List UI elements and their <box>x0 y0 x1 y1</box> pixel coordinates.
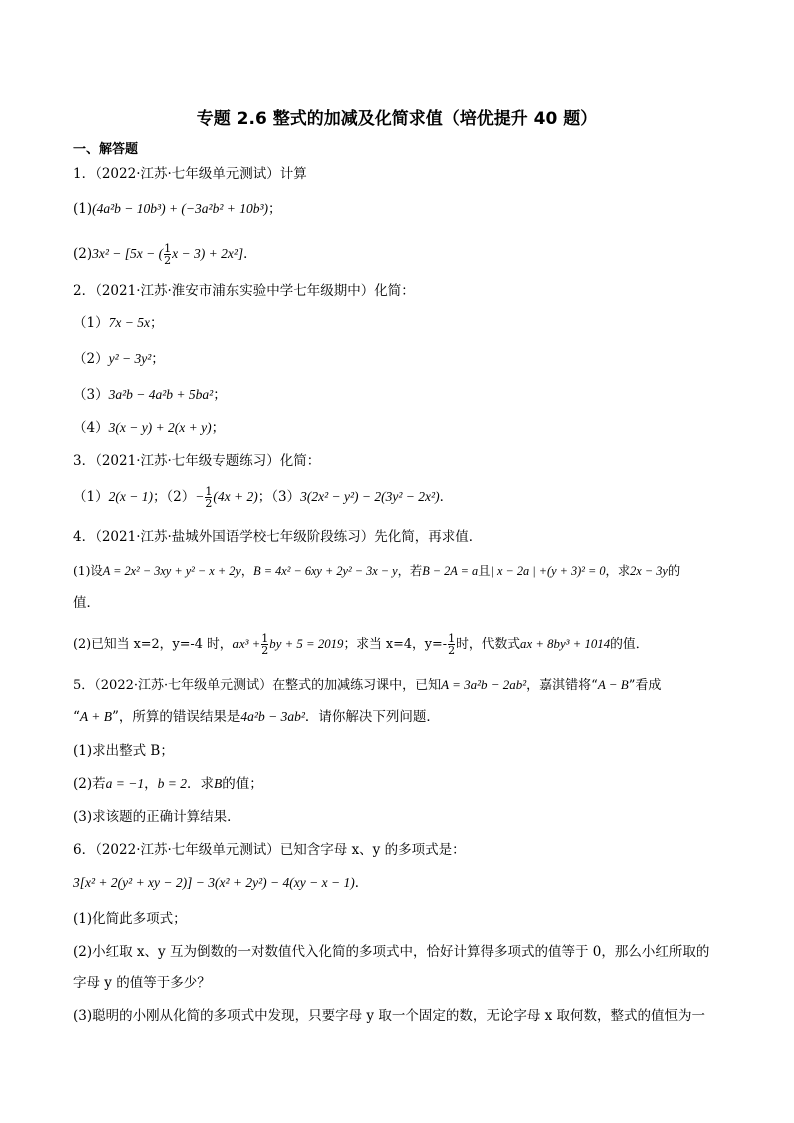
fraction-numerator: 1 <box>448 632 456 645</box>
text-run: ， <box>144 776 158 792</box>
fraction-numerator: 1 <box>261 632 269 645</box>
text-run: 5．（2022·江苏·七年级单元测试）在整式的加减练习课中，已知 <box>73 678 442 693</box>
math-expression: 7x − 5x <box>108 315 150 330</box>
part-label: （1） <box>73 315 109 331</box>
question-4-part-1-continued: 值． <box>73 595 100 611</box>
text-run: 的 <box>667 564 681 578</box>
text-run: ， <box>240 564 254 578</box>
punctuation: ； <box>268 201 282 217</box>
part-label: （1） <box>73 489 109 505</box>
question-2-item-1 <box>73 313 734 333</box>
text-run: ，嘉淇错将“ <box>526 678 598 693</box>
math-expression: 2(x − 1) <box>108 489 153 504</box>
math-expression: a = −1 <box>105 776 145 791</box>
question-4-part-2 <box>73 633 734 656</box>
math-expression: 3(x − y) + 2(x + y) <box>108 420 212 435</box>
math-expression: by + 5 = 2019 <box>269 637 344 651</box>
question-6-sub-2-line-1: (2)小红取 x、y 互为倒数的一对数值代入化简的多项式中，恰好计算得多项式的值等于 0，那么小红所取的 <box>73 944 710 960</box>
question-5-line-2 <box>73 707 734 727</box>
question-6-sub-3: (3)聪明的小刚从化简的多项式中发现，只要字母 y 取一个固定的数，无论字母 x 取何数，整式的值恒为一 <box>73 1008 706 1024</box>
text-run: (1)设 <box>73 564 103 578</box>
text-run: ．请你解决下列问题． <box>304 709 440 725</box>
math-expression: ax³ + <box>232 637 261 651</box>
separator-text: ；（2） <box>152 489 196 505</box>
text-run: (2)若 <box>73 776 106 792</box>
math-expression: A = 2x² − 3xy + y² − x + 2y <box>102 564 241 578</box>
fraction-denominator: 2 <box>205 497 213 510</box>
fraction <box>261 633 268 656</box>
part-label: （2） <box>73 351 109 367</box>
math-expression: 3[x² + 2(y² + xy − 2)] − 3(x² + 2y²) − 4(xy − x − 1) <box>73 875 355 890</box>
math-expression: A = 3a²b − 2ab² <box>441 677 527 692</box>
question-6-expression <box>73 873 734 893</box>
question-5-sub-3: (3)求该题的正确计算结果． <box>73 809 241 825</box>
fraction-numerator: 1 <box>164 242 172 255</box>
part-label: (1) <box>73 201 93 217</box>
text-run: ．求 <box>186 776 214 792</box>
question-1-part-2 <box>73 243 734 266</box>
fraction <box>164 243 171 266</box>
math-expression: (4x + 2) <box>213 489 258 504</box>
punctuation: ． <box>439 489 454 505</box>
question-1-heading: 1．（2022·江苏·七年级单元测试）计算 <box>73 166 307 182</box>
math-expression: (4a²b − 10b³) + (−3a²b² + 10b³) <box>92 201 269 216</box>
math-expression: B <box>213 776 223 791</box>
math-expression: b = 2 <box>157 776 187 791</box>
punctuation: ； <box>151 351 165 367</box>
question-1-part-1 <box>73 199 734 219</box>
math-expression: x − 3) + 2x²] <box>172 246 244 261</box>
text-run: ”，所算的错误结果是 <box>112 709 241 725</box>
part-label: （3） <box>73 387 109 403</box>
fraction-numerator: 1 <box>205 485 213 498</box>
text-run: ，若 <box>397 564 423 578</box>
question-6-sub-2-line-2: 字母 y 的值等于多少？ <box>73 975 211 991</box>
question-6-sub-1: (1)化简此多项式； <box>73 911 187 927</box>
question-5-sub-2 <box>73 774 734 794</box>
fraction-denominator: 2 <box>164 254 172 267</box>
text-run: “ <box>73 709 80 725</box>
math-expression: y² − 3y² <box>108 351 152 366</box>
math-expression: 3(2x² − y²) − 2(3y² − 2x²) <box>300 489 440 504</box>
question-4-part-1 <box>73 561 734 581</box>
math-expression: A + B <box>79 709 113 724</box>
text-run: (2)已知当 x=2，y=-4 时， <box>73 637 233 652</box>
math-expression: ax + 8by³ + 1014 <box>520 637 611 651</box>
punctuation: ； <box>149 315 164 331</box>
punctuation: ； <box>213 387 227 403</box>
math-expression: | x − 2a | +(y + 3)² = 0 <box>490 564 606 578</box>
part-label: (2) <box>73 246 93 262</box>
question-2-item-3 <box>73 385 734 405</box>
question-6-heading: 6．（2022·江苏·七年级单元测试）已知含字母 x、y 的多项式是： <box>73 842 466 858</box>
question-2-heading: 2．（2021·江苏·淮安市浦东实验中学七年级期中）化简： <box>73 283 415 299</box>
punctuation: ． <box>243 246 257 262</box>
punctuation: ． <box>354 875 369 891</box>
fraction <box>205 486 212 509</box>
math-expression: A − B <box>597 677 629 692</box>
question-3-heading: 3．（2021·江苏·七年级专题练习）化简： <box>73 453 321 469</box>
math-expression: 4a²b − 3ab² <box>240 709 305 724</box>
page-title: 专题 2.6 整式的加减及化简求值（培优提升 40 题） <box>196 109 598 129</box>
text-run: 的值； <box>222 776 263 792</box>
question-4-heading: 4．（2021·江苏·盐城外国语学校七年级阶段练习）先化简，再求值． <box>73 529 483 545</box>
punctuation: ； <box>211 420 226 436</box>
question-5-heading <box>73 675 734 696</box>
text-run: ，求 <box>605 564 631 578</box>
math-expression: − <box>195 489 205 504</box>
math-expression: 3x² − [5x − ( <box>92 246 164 261</box>
fraction-denominator: 2 <box>261 644 269 657</box>
question-3-items <box>73 486 734 509</box>
math-expression: B = 4x² − 6xy + 2y² − 3x − y <box>253 564 398 578</box>
fraction-denominator: 2 <box>448 644 456 657</box>
section-heading: 一、解答题 <box>73 142 139 157</box>
separator-text: ；（3） <box>257 489 301 505</box>
question-5-sub-1: (1)求出整式 B； <box>73 743 174 759</box>
question-2-item-4 <box>73 418 734 438</box>
math-expression: 3a²b − 4a²b + 5ba² <box>108 387 214 402</box>
part-label: （4） <box>73 420 109 436</box>
fraction <box>448 633 455 656</box>
math-expression: B − 2A = a <box>422 564 479 578</box>
text-run: 且 <box>478 564 491 578</box>
text-run: 的值． <box>610 637 649 652</box>
text-run: ；求当 x=4，y=- <box>343 637 448 652</box>
text-run: ”看成 <box>628 678 662 693</box>
text-run: 时，代数式 <box>456 637 521 652</box>
math-expression: 2x − 3y <box>630 564 668 578</box>
question-2-item-2 <box>73 349 734 369</box>
